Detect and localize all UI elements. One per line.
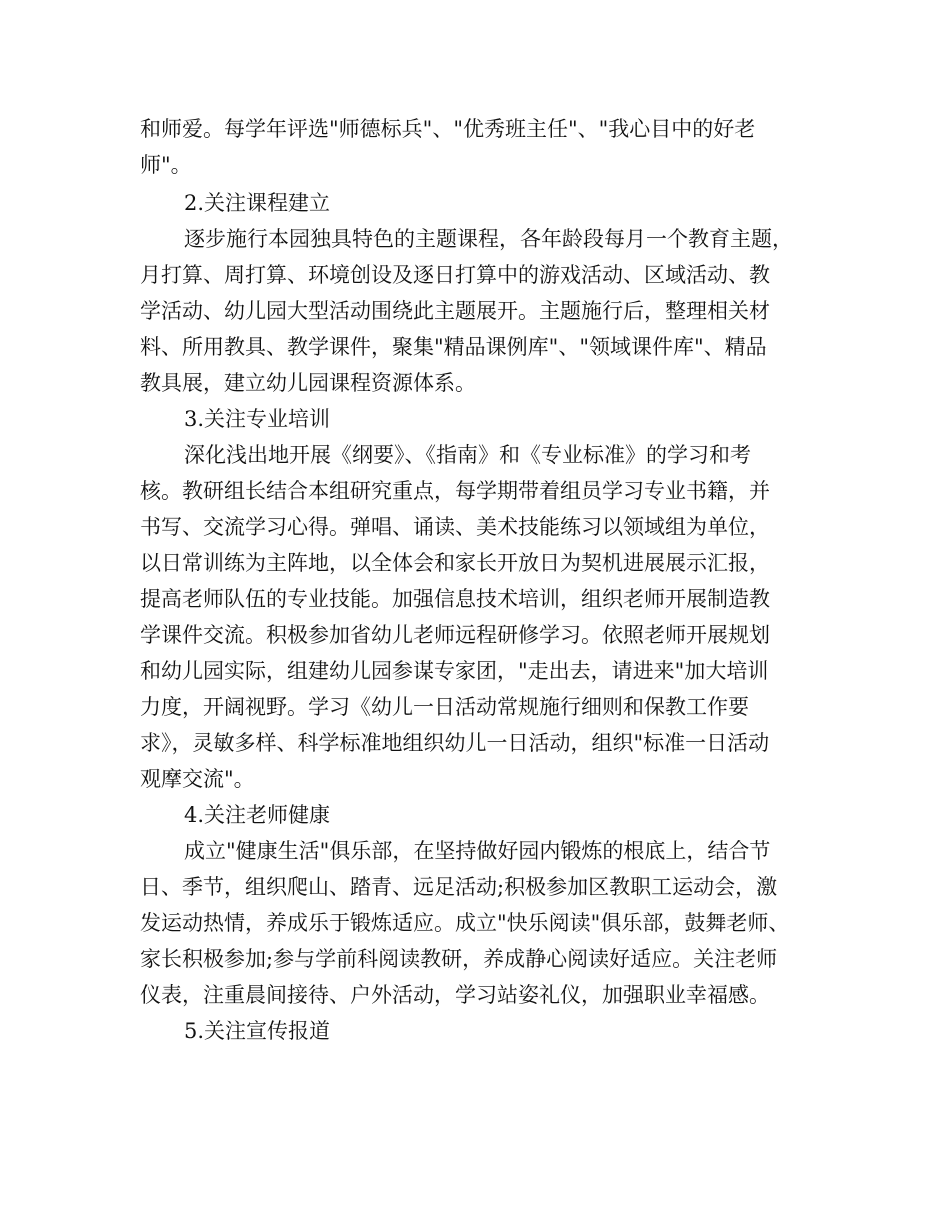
body-text-line: 发运动热情，养成乐于锻炼适应。成立"快乐阅读"俱乐部，鼓舞老师、 xyxy=(140,911,790,935)
section-heading: 2.关注课程建立 xyxy=(184,191,331,215)
body-text-line: 书写、交流学习心得。弹唱、诵读、美术技能练习以领域组为单位， xyxy=(140,515,770,539)
body-text-line: 和幼儿园实际，组建幼儿园参谋专家团，"走出去，请进来"加大培训 xyxy=(140,659,769,683)
body-text-line: 月打算、周打算、环境创设及逐日打算中的游戏活动、区域活动、教 xyxy=(140,263,770,287)
body-text-line: 家长积极参加;参与学前科阅读教研，养成静心阅读好适应。关注老师 xyxy=(140,947,778,971)
body-text-line: 以日常训练为主阵地，以全体会和家长开放日为契机进展展示汇报， xyxy=(140,551,770,575)
body-text-line: 料、所用教具、教学课件，聚集"精品课例库"、"领域课件库"、精品 xyxy=(140,335,767,359)
body-text-line: 观摩交流"。 xyxy=(140,767,255,791)
body-text-line: 教具展，建立幼儿园课程资源体系。 xyxy=(140,371,476,395)
body-text-line: 核。教研组长结合本组研究重点，每学期带着组员学习专业书籍，并 xyxy=(140,479,770,503)
body-text-line: 仪表，注重晨间接待、户外活动，学习站姿礼仪，加强职业幸福感。 xyxy=(140,983,770,1007)
body-text-line: 力度，开阔视野。学习《幼儿一日活动常规施行细则和保教工作要 xyxy=(140,695,749,719)
body-text-line: 师"。 xyxy=(140,153,192,177)
body-text-line: 和师爱。每学年评选"师德标兵"、"优秀班主任"、"我心目中的好老 xyxy=(140,117,756,141)
body-text-line: 逐步施行本园独具特色的主题课程，各年龄段每月一个教育主题， xyxy=(184,227,793,251)
body-text-line: 提高老师队伍的专业技能。加强信息技术培训，组织老师开展制造教 xyxy=(140,587,770,611)
body-text-line: 成立"健康生活"俱乐部，在坚持做好园内锻炼的根底上，结合节 xyxy=(184,839,771,863)
body-text-line: 求》，灵敏多样、科学标准地组织幼儿一日活动，组织"标准一日活动 xyxy=(140,731,770,755)
body-text-line: 深化浅出地开展《纲要》、《指南》和《专业标准》的学习和考 xyxy=(184,443,751,467)
body-text-line: 日、季节，组织爬山、踏青、远足活动;积极参加区教职工运动会，激 xyxy=(140,875,778,899)
section-heading: 4.关注老师健康 xyxy=(184,803,331,827)
body-text-line: 学课件交流。积极参加省幼儿老师远程研修学习。依照老师开展规划 xyxy=(140,623,770,647)
section-heading: 3.关注专业培训 xyxy=(184,407,331,431)
section-heading: 5.关注宣传报道 xyxy=(184,1019,331,1043)
body-text-line: 学活动、幼儿园大型活动围绕此主题展开。主题施行后，整理相关材 xyxy=(140,299,770,323)
